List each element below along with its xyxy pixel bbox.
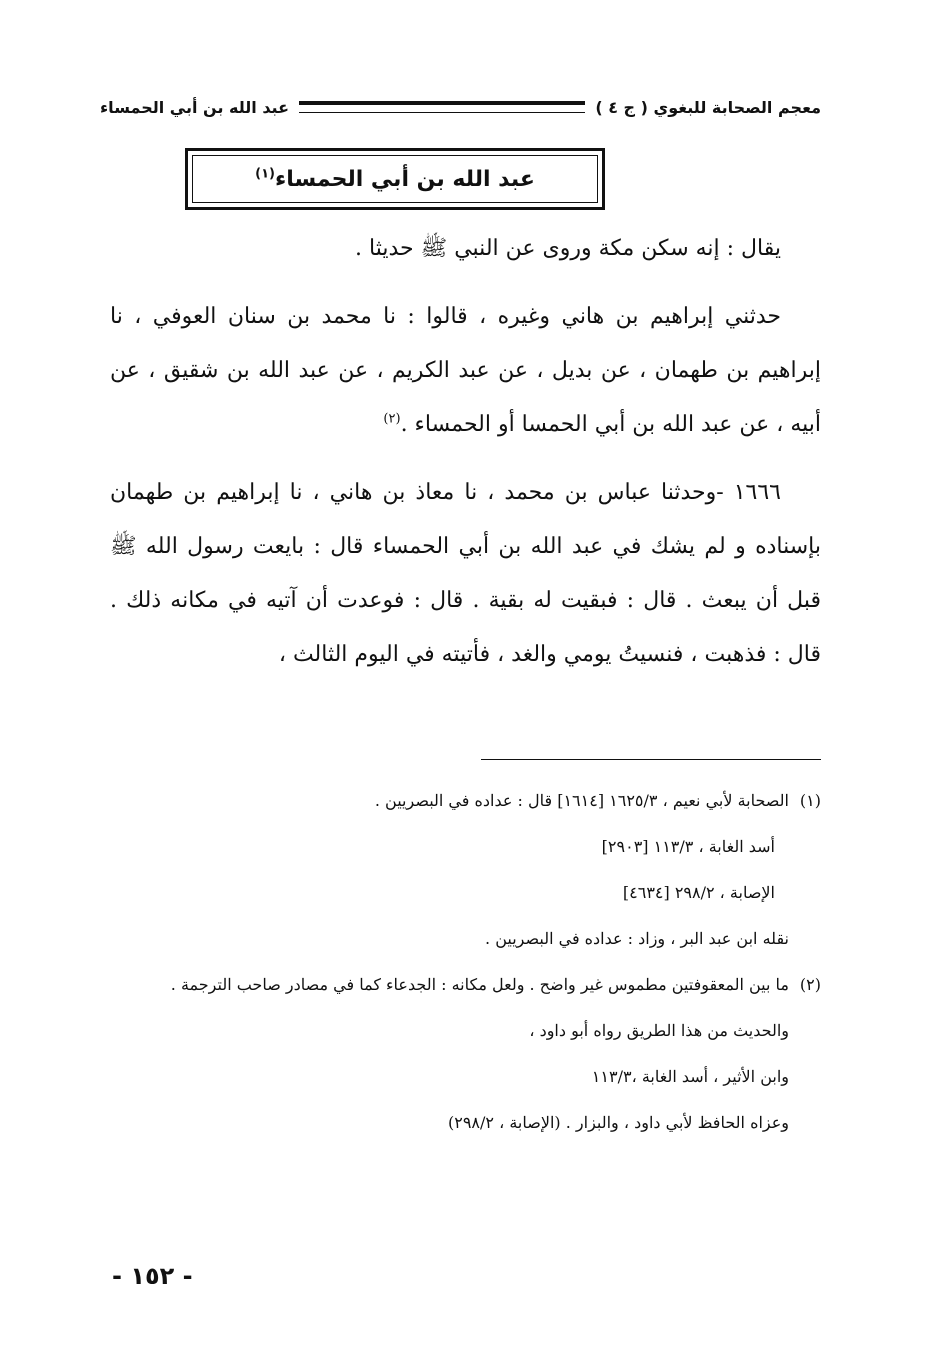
- footnote-1-number: (١): [799, 791, 821, 810]
- footnote-2: [110, 962, 821, 1146]
- isnad-paragraph: [110, 290, 821, 452]
- footnote-2-content: [110, 962, 789, 1146]
- footnote-1-line: نقله ابن عبد البر ، وزاد : عداده في البصريين .: [485, 929, 789, 948]
- chapter-title-text: عبد الله بن أبي الحمساء: [274, 166, 535, 192]
- main-text: [110, 222, 821, 682]
- chapter-title: [255, 167, 535, 192]
- header-rule: [299, 101, 585, 113]
- footnote-1-line: الإصابة ، ٢٩٨/٢ [٤٦٣٤]: [622, 883, 775, 902]
- footnote-2-number: (٢): [799, 975, 821, 994]
- footnote-1-line: أسد الغابة ، ١١٣/٣ [٢٩٠٣]: [601, 837, 775, 856]
- chapter-title-footnote-ref: (١): [255, 166, 275, 182]
- footnote-1-content: [110, 778, 789, 962]
- isnad-paragraph-text: حدثني إبراهيم بن هاني وغيره ، قالوا : نا محمد بن سنان العوفي ، نا إبراهيم بن طهمان ، عن بديل ، عن عبد الكريم ، عن عبد الله بن شقيق ، عن أبيه ، عن عبد الله بن أبي الحمسا أو الحمساء .: [110, 304, 821, 437]
- footnote-2-line: ما بين المعقوفتين مطموس غير واضح . ولعل مكانه : الجدعاء كما في مصادر صاحب الترجمة .: [170, 975, 789, 994]
- footnote-1-line: الصحابة لأبي نعيم ، ١٦٢٥/٣ [١٦١٤] قال : عداده في البصريين .: [374, 791, 789, 810]
- header-section-title: عبد الله بن أبي الحمساء: [100, 97, 290, 117]
- page-number: - ١٥٢ -: [112, 1262, 193, 1290]
- running-header: [100, 92, 821, 122]
- footnote-separator: [481, 759, 821, 760]
- hadith-paragraph: ١٦٦٦ -وحدثنا عباس بن محمد ، نا معاذ بن هاني ، نا إبراهيم بن طهمان بإسناده و لم يشك في عبد الله بن أبي الحمساء قال : بايعت رسول الله ﷺ قبل أن يبعث . قال : فبقيت له بقية . قال : فوعدت أن آتيه في مكانه ذلك . قال : فذهبت ، فنسيتُ يومي والغد ، فأتيته في اليوم الثالث ،: [110, 480, 821, 667]
- footnotes: [110, 778, 821, 1146]
- intro-paragraph: يقال : إنه سكن مكة وروى عن النبي ﷺ حديثا .: [355, 236, 781, 261]
- header-book-title: معجم الصحابة للبغوي ( ج ٤ ): [595, 97, 821, 117]
- chapter-title-box: [185, 148, 605, 210]
- footnote-1: [110, 778, 821, 962]
- footnote-2-line: وابن الأثير ، أسد الغابة ،١١٣/٣: [591, 1067, 789, 1086]
- footnote-2-line: وعزاه الحافظ لأبي داود ، والبزار . (الإصابة ، ٢٩٨/٢): [447, 1113, 789, 1132]
- footnote-2-line: والحديث من هذا الطريق رواه أبو داود ،: [529, 1021, 789, 1040]
- chapter-title-inner-frame: [192, 155, 598, 203]
- isnad-footnote-ref: (٢): [383, 411, 401, 427]
